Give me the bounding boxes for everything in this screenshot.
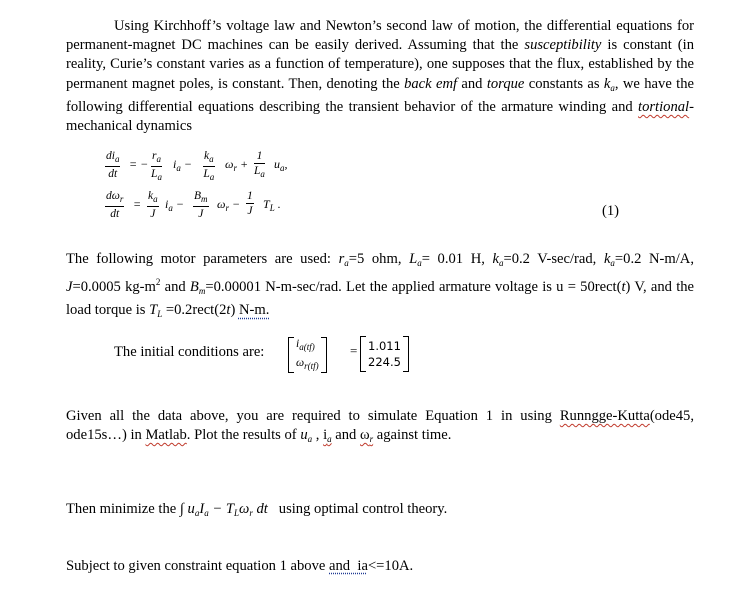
param-TL: =0.2rect(2	[162, 302, 227, 319]
eq2-TL-sym: T	[263, 197, 270, 211]
subject-text-2: <=10A.	[367, 558, 414, 574]
matlab-word: Matlab	[145, 427, 187, 444]
torque-term: torque	[486, 75, 525, 92]
minimize-sub2: a	[204, 508, 209, 518]
eq1-lhs-den: dt	[108, 168, 118, 180]
given-paragraph	[66, 407, 694, 449]
minimize-text-2: using optimal control theory.	[267, 501, 448, 517]
ka-symbol: k	[603, 75, 611, 92]
eq1-t3-den: L	[254, 165, 261, 177]
eq2-term1-fraction: $\frac{k_a}{J}$	[148, 190, 158, 220]
rhs-bracket-right	[403, 336, 409, 372]
rhs-top: 1.011	[368, 339, 401, 353]
param-Bm: =0.00001 N-m-sec/rad. Let the applied armature voltage	[205, 279, 538, 296]
intro-text-4: , we have the following differential equations describing the transient behavior of the armature winding and	[66, 75, 694, 115]
given-text-6: against time.	[373, 427, 452, 444]
given-text-3: . Plot the results of	[186, 427, 301, 444]
eq2-t3-num: 1	[247, 190, 253, 202]
back-emf-term: back emf	[404, 75, 458, 92]
intro-and: and	[457, 75, 487, 92]
eq2-t1-den: J	[150, 208, 156, 220]
minimize-I: I	[199, 501, 205, 517]
initial-conditions-label: The initial conditions are:	[114, 344, 265, 360]
eq2-ia: $i_a$ −	[165, 197, 184, 213]
given-ia: i	[323, 427, 328, 444]
params-voltage: is u = 50rect(	[542, 279, 622, 296]
minimize-integral: ∫ u	[179, 501, 195, 517]
given-text-1: Given all the data above, you are required to simulate Equation 1 in using	[66, 408, 560, 424]
initial-rhs-vector	[360, 336, 409, 372]
lhs-bot-sub: r(tf)	[304, 361, 319, 371]
eq2-t2-num: B	[194, 190, 202, 202]
eq2-t2-den: J	[198, 208, 204, 220]
given-wr: ω	[360, 427, 370, 444]
param-J-sup: 2	[155, 277, 161, 288]
lhs-top-sub: a(tf)	[299, 342, 315, 352]
params-and: and	[160, 279, 190, 296]
tortional-word: tortional	[638, 98, 690, 115]
eq1-ia-sym: i	[173, 157, 177, 171]
given-wr-group	[360, 427, 373, 443]
rhs-column	[366, 338, 403, 370]
intro-text-1: Using Kirchhoff’s voltage law and Newton’s second law of motion, the differential equations for permanent-magnet DC machines can be easily derived. Assuming that the	[66, 18, 694, 54]
eq1-ia: $i_a$ −	[173, 157, 192, 173]
eq1-t1-den: L	[151, 168, 158, 180]
lhs-bracket-right	[321, 337, 327, 373]
lhs-top: i	[296, 338, 300, 350]
given-text-4: ,	[312, 427, 324, 444]
eq2-lhs-num: dω	[106, 190, 120, 202]
minimize-dt: dt	[252, 501, 268, 517]
eq1-equals: = −	[129, 157, 149, 171]
eq2-t1-num: k	[148, 190, 154, 202]
params-load: ) V, and the load torque is	[66, 279, 695, 319]
eq2-lhs-den: dt	[110, 208, 120, 220]
params-intro: The following motor parameters are used:	[66, 251, 339, 267]
subject-text-1: Subject to given constraint equation 1 above	[66, 558, 330, 574]
param-J-sym: J	[66, 279, 73, 296]
param-J: =0.0005 kg-m	[72, 279, 156, 296]
params-t1: t	[621, 279, 626, 296]
eq1-t3-num: 1	[254, 150, 265, 164]
intro-text-3: constants as	[524, 75, 604, 92]
minimize-sub1: a	[194, 508, 200, 518]
eq2-omega: $\omega_r$ −	[217, 197, 241, 213]
parameters-paragraph: The following motor parameters are used: $r_a=5$ ohm, $L_a= 0.01$ H, $k_a=0.2$ V-sec/rad, $k_a=0.2$ N-m/A, J=0.0005 $kg-m^2$ and $B_m=0.00001$ N-m-sec/rad. Let the applied armature voltage is u = 50rect(t) V, and the load torque is $T_L$ =0.2rect(2t) N-m.	[66, 251, 695, 320]
given-ia-group	[323, 427, 332, 443]
lhs-column	[294, 336, 321, 374]
given-ua-sub: a	[307, 434, 313, 445]
eq2-equals: =	[133, 197, 142, 211]
minimize-minus: − T	[208, 501, 234, 517]
eq1-omega: $\omega_r$ +	[225, 157, 249, 173]
initial-lhs-vector	[288, 336, 327, 374]
eq2-term3-fraction	[246, 190, 254, 218]
intro-paragraph	[66, 17, 694, 136]
eq1-ua: $u_a$,	[274, 157, 288, 173]
minimize-line	[66, 501, 447, 518]
eq2-t3-den: J	[247, 205, 253, 217]
intro-text-2: is constant (in reality, Curie’s constant varies as a function of temperature), one supposes that the flux, established by the permanent magnet poles, is constant. Then, denoting the	[66, 37, 694, 92]
minimize-text-1: Then minimize the	[66, 501, 180, 517]
lhs-bot: ω	[296, 357, 305, 369]
minimize-sub4: r	[249, 508, 253, 518]
eq1-t2-den: L	[203, 168, 210, 180]
equation-number: (1)	[602, 203, 620, 219]
initial-equals: =	[350, 343, 358, 358]
rhs-bracket-left	[360, 336, 366, 372]
given-ia-sub: a	[327, 434, 332, 445]
params-unit: N-m.	[238, 302, 270, 319]
param-La: = 0.01 H,	[421, 251, 493, 267]
given-text-2: (ode45, ode15s…) in	[66, 408, 694, 444]
intro-text-5: -mechanical dynamics	[66, 98, 694, 135]
eq1-t1-num: r	[152, 150, 157, 162]
subject-line	[66, 558, 413, 575]
given-text-5: and	[331, 427, 360, 444]
runge-kutta-word: Runngge-Kutta	[559, 408, 650, 424]
eq1-lhs-fraction	[105, 150, 120, 181]
eq1-omega-sym: ω	[225, 157, 234, 171]
eq1-term3-fraction: $\frac{1}{L_a}$	[254, 150, 265, 179]
param-ka2: =0.2 N-m/A,	[614, 251, 694, 267]
lhs-bracket-left	[288, 337, 294, 373]
subject-and-ia: and ia	[329, 558, 368, 574]
eq1-term1-fraction: $\frac{r_a}{L_a}$	[151, 150, 162, 182]
ka-subscript: a	[610, 82, 615, 93]
differential-equations	[105, 150, 625, 230]
param-ka: =0.2 V-sec/rad,	[503, 251, 597, 267]
given-wr-sub: r	[369, 434, 374, 445]
minimize-sub3: L	[233, 508, 239, 518]
eq1-term2-fraction: $\frac{k_a}{L_a}$	[203, 150, 215, 182]
eq1-lhs-sub: a	[114, 154, 120, 164]
eq1-lhs-num: di	[106, 150, 115, 162]
eq1-ua-sym: u	[274, 157, 280, 171]
given-ua: u	[300, 427, 308, 444]
susceptibility-term: susceptibility	[524, 37, 602, 54]
rhs-bot: 224.5	[368, 355, 401, 369]
eq2-TL: $T_L$ .	[263, 197, 281, 213]
param-ra: =5 ohm,	[348, 251, 410, 267]
eq1-t2-num: k	[204, 150, 210, 162]
minimize-omega: ω	[239, 501, 250, 517]
eq2-term2-fraction: $\frac{B_m}{J}$	[194, 190, 208, 220]
params-close: )	[230, 302, 239, 319]
eq2-lhs-fraction: $d\omega_r$ dt	[106, 190, 124, 220]
